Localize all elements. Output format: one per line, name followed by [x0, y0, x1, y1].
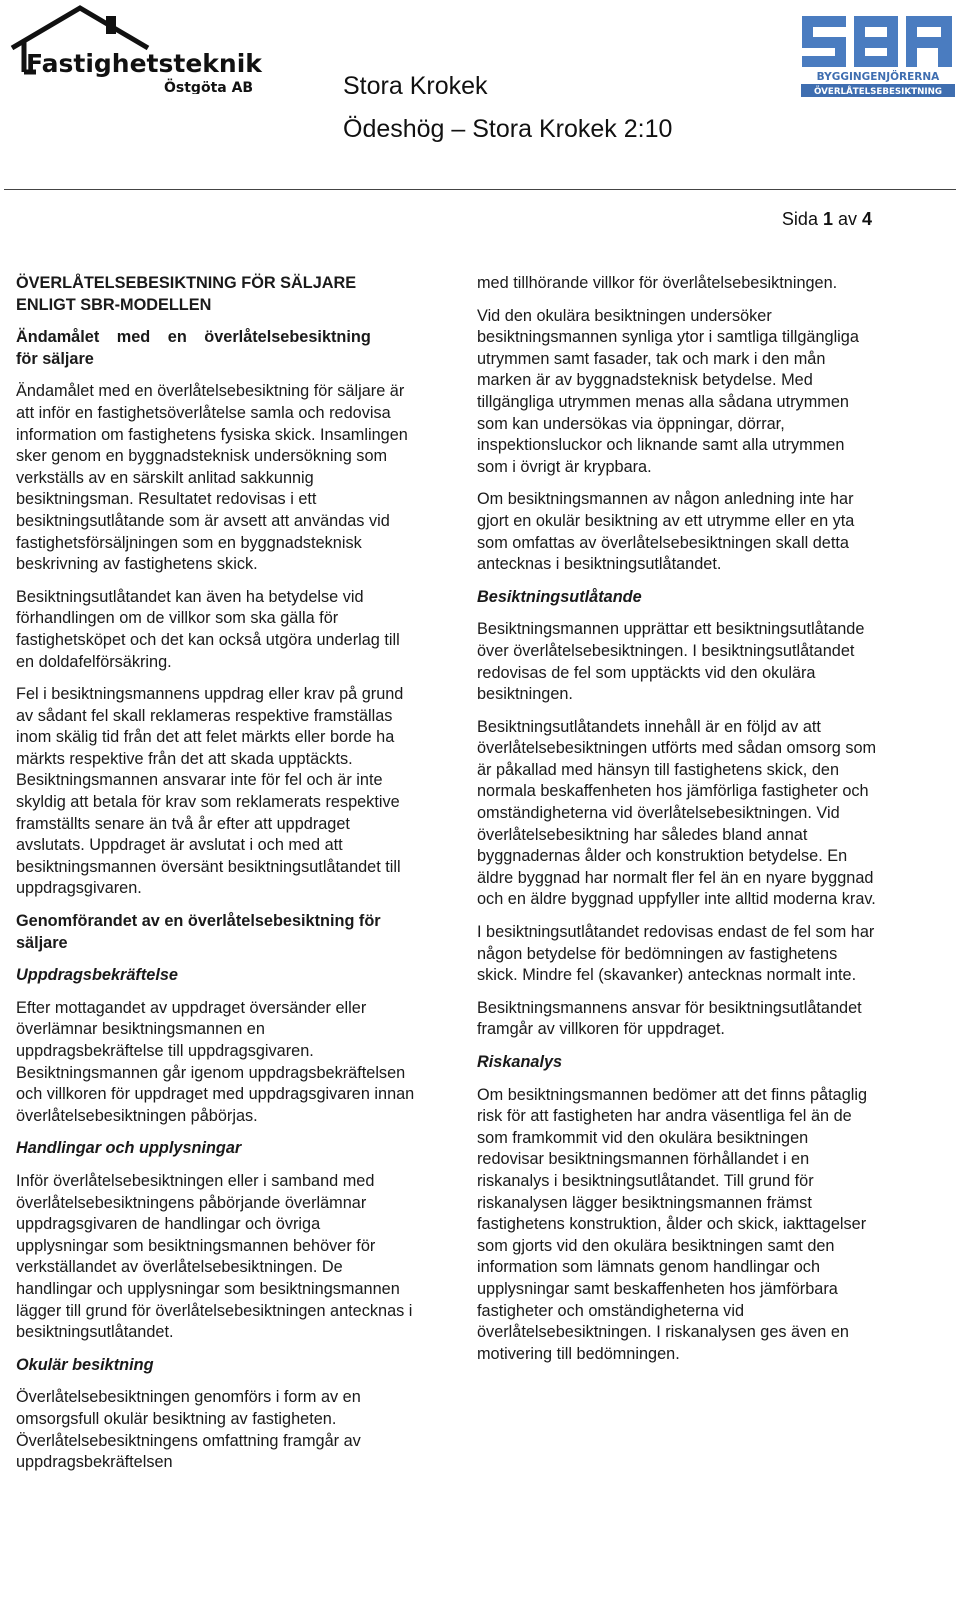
paragraph-risk-analysis: Om besiktningsmannen bedömer att det finns påtaglig risk för att fastigheten har andra väsentliga fel än de som framkommit vid den okulära besiktningen redovisar besiktningsmannen förhållandet i en riskanalys i besiktningsutlåtandet. Till grund för riskanalysen lägger besiktningsmannen främst fastighetens konstruktion, ålder och skick, iakttagelser som gjorts vid den okulära besiktningen samt den information som lämnats genom handlingar och upplysningar samt beskaffenheten hos jämförbara fastigheter och omständigheterna vid överlåtelsebesiktningen. I riskanalysen ges även en motivering till bedömningen.: [477, 1085, 868, 1363]
paragraph-documents: Inför överlåtelsebesiktningen eller i samband med överlåtelsebesiktningens påbörjande överlämnar uppdragsgivaren de handlingar och övriga upplysningar som besiktningsmannen behöver för verkställandet av överlåtelsebesiktningen. De handlingar och upplysningar som besiktningsmannen lägger till grund för överlåtelsebesiktningen antecknas i besiktningsutlåtandet.: [16, 1171, 413, 1342]
page-header: [0, 0, 960, 229]
main-heading: [16, 273, 416, 316]
paragraph-responsibility: Besiktningsmannens ansvar för besiktningsutlåtandet framgår av villkoren för uppdraget.: [477, 998, 862, 1039]
paragraph-report-content: Besiktningsutlåtandets innehåll är en följd av att överlåtelsebesiktningen utförts med sådan omsorg som är påkallad med hänsyn till fastighetens skick, den normala beskaffenheten hos jämförliga fastigheter och omständigheterna vid överlåtelsebesiktningen. Vid överlåtelsebesiktning har således bland annat byggnadernas ålder och konstruktion betydelse. En äldre byggnad har normalt fler fel än en nyare byggnad och en äldre byggnad uppfyller inte alltid moderna krav.: [477, 717, 877, 909]
document-subtitle: Ödeshög – Stora Krokek 2:10: [343, 115, 673, 143]
purpose-heading-line1: Ändamålet med en överlåtelsebesiktning: [16, 328, 371, 347]
page-mid: av: [832, 209, 862, 229]
visual-inspection-heading: Okulär besiktning: [16, 1355, 154, 1374]
company-logo-text: Fastighetsteknik: [26, 49, 262, 78]
page-prefix: Sida: [781, 209, 823, 229]
page-current: 1: [822, 209, 833, 229]
main-heading-line1: ÖVERLÅTELSEBESIKTNING FÖR SÄLJARE: [16, 274, 357, 292]
purpose-heading: [16, 327, 416, 370]
sbr-logo-line2: ÖVERLÅTELSEBESIKTNING: [814, 87, 942, 97]
paragraph-confirmation: Efter mottagandet av uppdraget översänder eller överlämnar besiktningsmannen en uppdragsbekräftelse till uppdragsgivaren. Besiktningsmannen går igenom uppdragsbekräftelsen och villkoren för uppdraget med uppdragsgivaren innan överlåtelsebesiktningen påbörjas.: [16, 998, 415, 1125]
company-logo-sub: Östgöta AB: [164, 80, 254, 94]
paragraph-inspection-scope: Vid den okulära besiktningen undersöker besiktningsmannen synliga ytor i samtliga tillgängliga utrymmen samt fasader, tak och mark i den mån marken är av byggnadsteknisk betydelse. Med tillgängliga utrymmen menas alla sådana utrymmen som kan undersökas via öppningar, dörrar, inspektionsluckor och liknande samt alla utrymmen som i övrigt är krypbara.: [477, 306, 859, 476]
right-column: [477, 273, 877, 1376]
paragraph-conditions: med tillhörande villkor för överlåtelsebesiktningen.: [477, 274, 838, 292]
documents-heading: Handlingar och upplysningar: [16, 1139, 242, 1158]
perform-heading: Genomförandet av en överlåtelsebesiktning för säljare: [16, 912, 381, 952]
paragraph-purpose: Ändamålet med en överlåtelsebesiktning för säljare är att inför en fastighetsöverlåtelse samla och redovisa information om fastighetens fysiska skick. Insamlingen sker genom en byggnadsteknisk undersökning som verkställs av en särskilt anlitad sakkunnig besiktningsman. Resultatet redovisas i ett besiktningsutlåtande som är avsett att användas vid fastighetsförsäljningen som en byggnadsteknisk beskrivning av fastighetens skick.: [16, 382, 408, 574]
paragraph-significance: Besiktningsutlåtandet kan även ha betydelse vid förhandlingen om de villkor som ska gälla för fastighetsköpet och det kan också utgöra underlag till en doldafelförsäkring.: [16, 587, 400, 671]
sbr-logo-line1: BYGGINGENJÖRERNA: [816, 71, 940, 83]
paragraph-liability: Fel i besiktningsmannens uppdrag eller krav på grund av sådant fel skall reklameras respektive framställas inom skälig tid från det att felet märkts eller borde ha märkts respektive från det att skada upptäckts. Besiktningsmannen ansvarar inte för fel och är inte skyldig att betala för krav som reklamerats respektive framställts senare än två år efter att uppdraget avslutats. Uppdraget är avslutat i och med att besiktningsmannen översänt besiktningsutlåtandet till uppdragsgivaren.: [16, 685, 404, 898]
risk-analysis-heading: Riskanalys: [477, 1053, 563, 1071]
paragraph-report: Besiktningsmannen upprättar ett besiktningsutlåtande över överlåtelsebesiktningen. I besiktningsutlåtandet redovisas de fel som upptäckts vid den okulära besiktningen.: [477, 620, 865, 704]
confirmation-heading: Uppdragsbekräftelse: [16, 966, 178, 985]
purpose-heading-line2: för säljare: [16, 349, 94, 368]
report-heading: Besiktningsutlåtande: [477, 587, 642, 606]
page-number: [782, 209, 872, 230]
sbr-logo: [800, 14, 956, 98]
left-column: [16, 273, 416, 1485]
paragraph-minor-defects: I besiktningsutlåtandet redovisas endast de fel som har någon betydelse för bedömningen av fastighetens skick. Mindre fel (skavanker) antecknas normalt inte.: [477, 923, 875, 985]
document-title: Stora Krokek: [343, 72, 488, 100]
paragraph-visual-inspection: Överlåtelsebesiktningen genomförs i form av en omsorgsfull okulär besiktning av fastigheten. Överlåtelsebesiktningens omfattning framgår av uppdragsbekräftelsen: [16, 1388, 361, 1472]
paragraph-not-inspected: Om besiktningsmannen av någon anledning inte har gjort en okulär besiktning av ett utrymme eller en yta som omfattas av överlåtelsebesiktningen skall detta antecknas i besiktningsutlåtandet.: [477, 490, 855, 574]
main-heading-line2: ENLIGT SBR-MODELLEN: [16, 295, 212, 314]
header-divider: [4, 189, 956, 190]
page-total: 4: [861, 209, 872, 229]
fastighetsteknik-logo: [8, 4, 270, 94]
